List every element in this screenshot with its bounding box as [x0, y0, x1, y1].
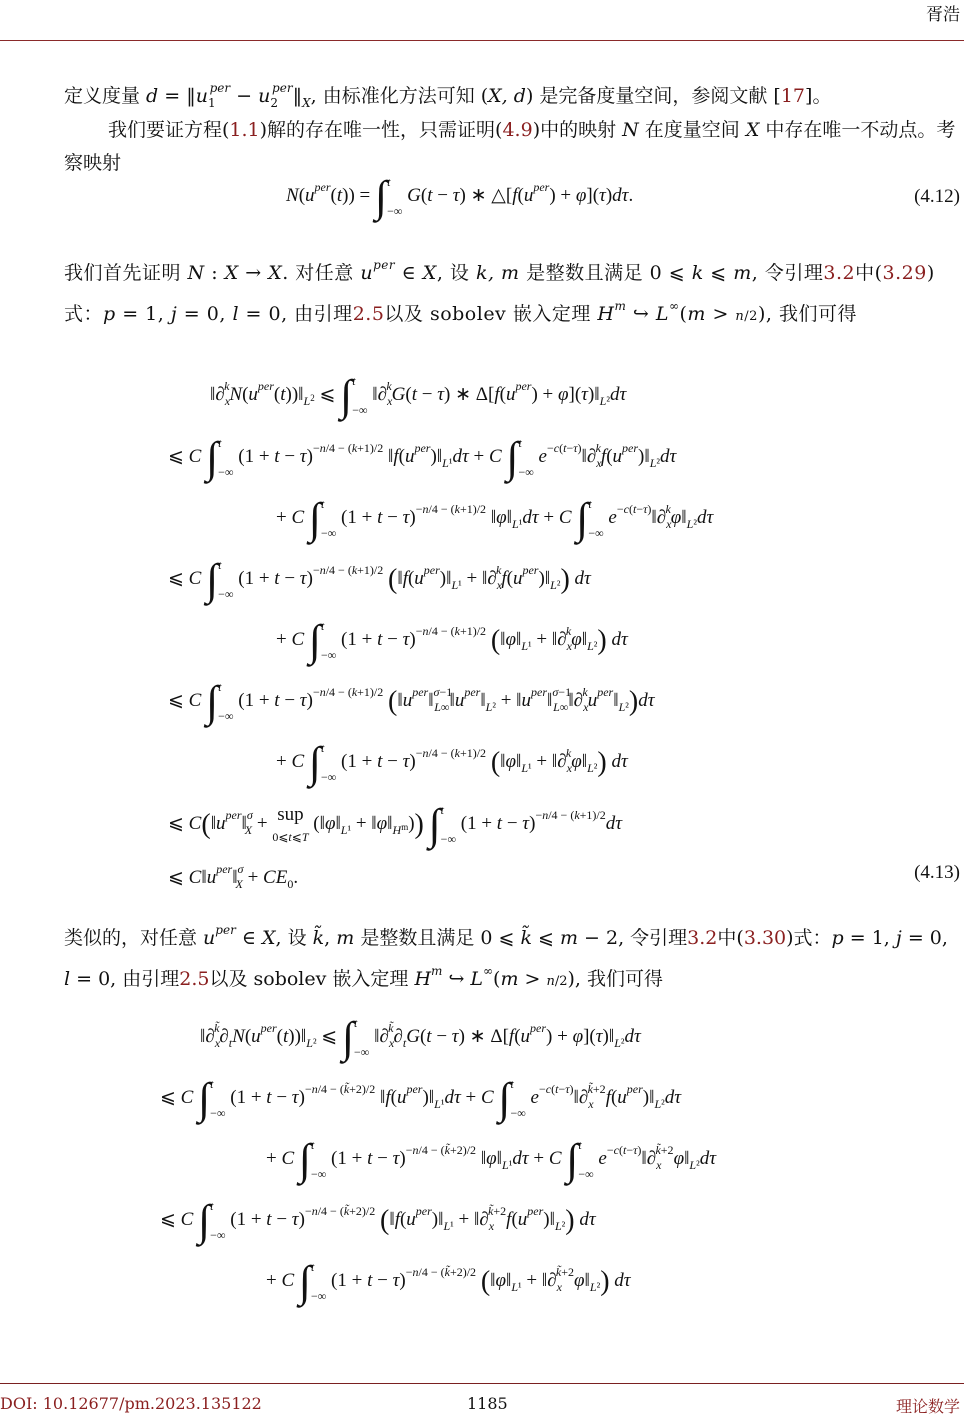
- footer-journal[interactable]: 理论数学: [895, 1397, 960, 1416]
- eq413-line-8: ⩽ $C(‖u^{per}‖^\sigma_X$ + sup 0⩽t⩽T ($‖\varphi‖_{L^1}$ + $‖\varphi‖_{H^m}$)) ∫t −∞ $(1 + t - \tau)^{-n/4 - (k+1)/2}d\tau$: [168, 800, 623, 849]
- paragraph-metric-definition: 定义度量 $d = ‖u_1^{per}$ − $u_2^{per}‖_X$, 由标准化方法可知 (X, d) 是完备度量空间，参阅文献 [17]。: [64, 81, 832, 110]
- eq413-line-2: ⩽ C ∫t −∞ $(1 + t - \tau)^{-n/4 - (k+1)/2}$ $‖f(u^{per})‖_{L^1}d\tau + C$ ∫t −∞ $e^{-c(t-\tau)}‖\partial_x^kf(u^{per})‖_{L^2}d\tau$: [168, 433, 677, 482]
- eq413-line-4: ⩽ C ∫t −∞ $(1 + t - \tau)^{-n/4 - (k+1)/2}$ ($‖f(u^{per})‖_{L^1}$ + $‖\partial_x^kf(u^{per})‖_{L^2}$) dτ: [168, 555, 591, 604]
- ref-eq-1-1[interactable]: 1.1: [229, 119, 260, 141]
- eq413-line-7: + C ∫t −∞ $(1 + t - \tau)^{-n/4 - (k+1)/2}$ ($‖\varphi‖_{L^1}$ + $‖\partial_x^k\varphi‖_{L^2}$) dτ: [276, 738, 628, 787]
- paragraph-similar-proof: 类似的，对任意 $u^{per}$ ∈ X, 设 k̃, m 是整数且满足 0 ⩽ k̃ ⩽ m − 2, 令引理3.2中(3.30)式：p = 1, j = 0, l = 0, 由引理2.5以及 sobolev 嵌入定理 $H^m$ ↪ L∞(m > n/2), 我们可得: [64, 923, 948, 990]
- footer-page-number: 1185: [467, 1394, 508, 1413]
- eq413-line-5: + C ∫t −∞ $(1 + t - \tau)^{-n/4 - (k+1)/2}$ ($‖\varphi‖_{L^1}$ + $‖\partial_x^k\varphi‖_{L^2}$) dτ: [276, 616, 628, 665]
- footer-rule: [0, 1383, 964, 1384]
- footer-doi[interactable]: DOI: 10.12677/pm.2023.135122: [0, 1394, 262, 1413]
- header-rule: [0, 40, 964, 41]
- eq-tilde-line-1: $‖\partial_x^{k̃}\partial_tN(u^{per}(t))‖_{L^2}$ ⩽ ∫t −∞ $‖\partial_x^{k̃}\partial_tG(t - \tau)$ ∗ $\Delta[f(u^{per})$ + $\varphi](\tau)‖_{L^2}d\tau$: [200, 1013, 641, 1062]
- equation-number-4-13: (4.13): [914, 862, 960, 883]
- paragraph-first-proof: 我们首先证明 N : X → X. 对任意 $u^{per}$ ∈ X, 设 k, m 是整数且满足 0 ⩽ k ⩽ m, 令引理3.2中(3.29)式：p = 1, j = 0, l = 0, 由引理2.5以及 sobolev 嵌入定理 $H^m$ ↪ L∞(m > n/2), 我们可得: [64, 258, 935, 325]
- eq-tilde-line-2: ⩽ C ∫t −∞ $(1 + t - \tau)^{-n/4 - (k̃+2)/2}$ $‖f(u^{per})‖_{L^1}d\tau + C$ ∫t −∞ $e^{-c(t-\tau)}‖\partial_x^{k̃+2}f(u^{per})‖_{L^2}d\tau$: [160, 1074, 682, 1123]
- ref-lemma-3-2[interactable]: 3.2: [823, 262, 856, 284]
- ref-eq-4-9[interactable]: 4.9: [502, 119, 533, 141]
- eq413-line-6: ⩽ C ∫t −∞ $(1 + t - \tau)^{-n/4 - (k+1)/2}$ ($‖u^{per}‖^{\sigma-1}_{L\infty}‖u^{per}‖_{L^2}$ + $‖u^{per}‖^{\sigma-1}_{L\infty}‖\partial_x^ku^{per}‖_{L^2})d\tau$: [168, 677, 655, 726]
- eq-tilde-line-5: + C ∫t −∞ $(1 + t - \tau)^{-n/4 - (k̃+2)/2}$ ($‖\varphi‖_{L^1}$ + $‖\partial_x^{k̃+2}\varphi‖_{L^2}$) dτ: [266, 1257, 631, 1306]
- ref-lemma-3-2-b[interactable]: 3.2: [687, 927, 718, 949]
- eq413-line-3: + C ∫t −∞ $(1 + t - \tau)^{-n/4 - (k+1)/2}$ $‖\varphi‖_{L^1}d\tau + C$ ∫t −∞ $e^{-c(t-\tau)}‖\partial_x^k\varphi‖_{L^2}d\tau$: [276, 494, 714, 543]
- eq413-line-9: ⩽ $C‖u^{per}‖^\sigma_X + CE_0$.: [168, 862, 299, 891]
- running-header-author: 胥浩: [926, 5, 960, 25]
- eq413-line-1: $‖\partial_x^kN(u^{per}(t))‖_{L^2}$ ⩽ ∫t −∞ $‖\partial_x^kG(t - \tau)$ ∗ $\Delta[f(u^{per})$ + $\varphi](\tau)‖_{L^2}d\tau$: [210, 371, 627, 420]
- eq-tilde-line-3: + C ∫t −∞ $(1 + t - \tau)^{-n/4 - (k̃+2)/2}$ $‖\varphi‖_{L^1}d\tau + C$ ∫t −∞ $e^{-c(t-\tau)}‖\partial_x^{k̃+2}\varphi‖_{L^2}d\tau$: [266, 1135, 717, 1184]
- ref-lemma-2-5-b[interactable]: 2.5: [179, 968, 210, 990]
- citation-17[interactable]: 17: [780, 85, 806, 107]
- ref-lemma-2-5[interactable]: 2.5: [352, 303, 385, 325]
- paragraph-uniqueness: 我们要证方程(1.1)解的存在唯一性，只需证明(4.9)中的映射 N 在度量空间 X 中存在唯一不动点。考察映射: [64, 119, 956, 174]
- equation-number-4-12: (4.12): [914, 186, 960, 207]
- ref-eq-3-30[interactable]: 3.30: [743, 927, 787, 949]
- equation-4-12: $N(u^{per}(t)) = \int t$ −∞ G(t − τ) ∗ $\triangle[f(u^{per}) + \varphi](\tau)d\tau$.: [286, 172, 634, 221]
- eq-tilde-line-4: ⩽ C ∫t −∞ $(1 + t - \tau)^{-n/4 - (k̃+2)/2}$ ($‖f(u^{per})‖_{L^1}$ + $‖\partial_x^{k̃+2}f(u^{per})‖_{L^2}$) dτ: [160, 1196, 596, 1245]
- ref-eq-3-29[interactable]: 3.29: [882, 262, 927, 284]
